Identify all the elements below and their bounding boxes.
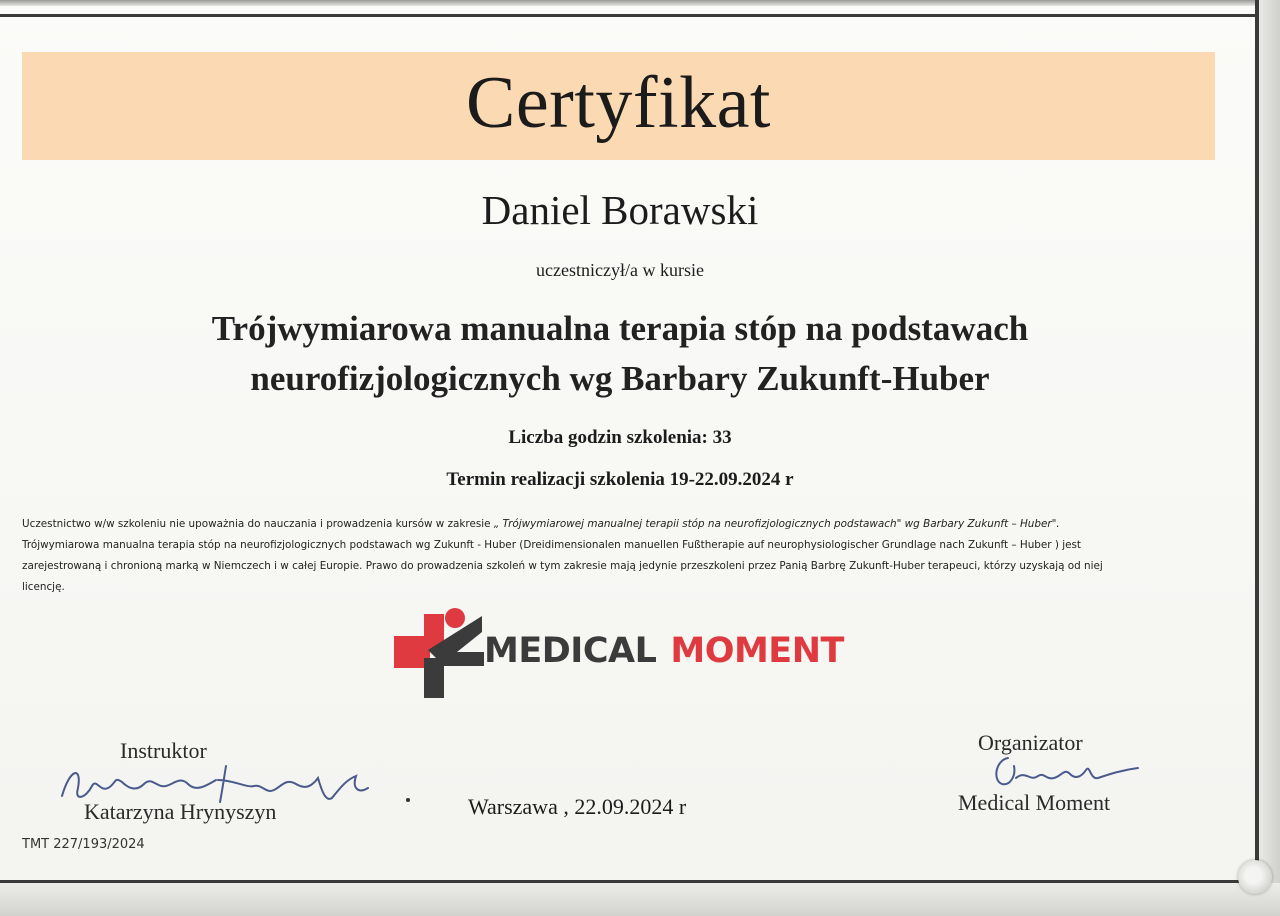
- reference-number: TMT 227/193/2024: [22, 837, 145, 852]
- frame-border-top: [0, 14, 1258, 17]
- participated-text: uczestniczył/a w kursie: [536, 260, 704, 280]
- instructor-label: Instruktor: [120, 738, 207, 763]
- organizer-label: Organizator: [978, 730, 1083, 755]
- course-title-line-1: Trójwymiarowa manualna terapia stóp na podstawach: [211, 309, 1029, 348]
- frame-corner-ornament: [1238, 860, 1272, 894]
- instructor-name: Katarzyna Hrynyszyn: [84, 799, 277, 824]
- logo-wordmark: [484, 627, 844, 675]
- organizer-name: Medical Moment: [958, 790, 1111, 815]
- paper-top-edge: [0, 0, 1280, 6]
- paper-margin-right: [1259, 0, 1280, 916]
- medical-cross-icon: [394, 608, 484, 698]
- disclaimer-line-2: Trójwymiarowa manualna terapia stóp na neurofizjologicznych podstawach wg Zukunft - Huber (Dreidimensionalen manuellen Fußtherapie auf neurophysiologischer Grundlage nach Zukunft – Huber ) jest: [22, 539, 1081, 551]
- disclaimer-line-1-start: Uczestnictwo w/w szkoleniu nie upoważnia do nauczania i prowadzenia kursów w zakresie: [22, 518, 494, 530]
- training-dates: Termin realizacji szkolenia 19-22.09.2024 r: [446, 469, 794, 490]
- disclaimer-line-1-italic: „ Trójwymiarowej manualnej terapii stóp na neurofizjologicznych podstawach" wg Barbary Zukunft – Huber".: [493, 518, 1060, 530]
- course-title: [40, 304, 1200, 404]
- certificate-title: Certyfikat: [465, 62, 771, 144]
- paper-margin-bottom: [0, 883, 1280, 916]
- disclaimer-line-3: zarejestrowaną i chronioną marką w Niemczech i w całej Europie. Prawo do prowadzenia szkoleń w tym zakresie mają jedynie przeszkoleni przez Panią Barbrę Zukunft-Huber terapeuci, którzy uzyskają od niej: [22, 560, 1103, 572]
- training-hours: Liczba godzin szkolenia: 33: [508, 427, 732, 448]
- logo-word-medical: MEDICAL: [484, 631, 657, 671]
- disclaimer-line-1: [22, 514, 1212, 535]
- place-and-date: Warszawa , 22.09.2024 r: [468, 794, 687, 819]
- course-title-line-2: neurofizjologicznych wg Barbary Zukunft-Huber: [250, 359, 990, 398]
- logo-word-moment: MOMENT: [670, 631, 844, 671]
- separator-dot: [406, 798, 410, 802]
- participant-name: Daniel Borawski: [481, 187, 759, 233]
- disclaimer-line-4: licencję.: [22, 581, 65, 593]
- disclaimer-text: [22, 514, 1212, 598]
- organizer-signature: [986, 752, 1146, 792]
